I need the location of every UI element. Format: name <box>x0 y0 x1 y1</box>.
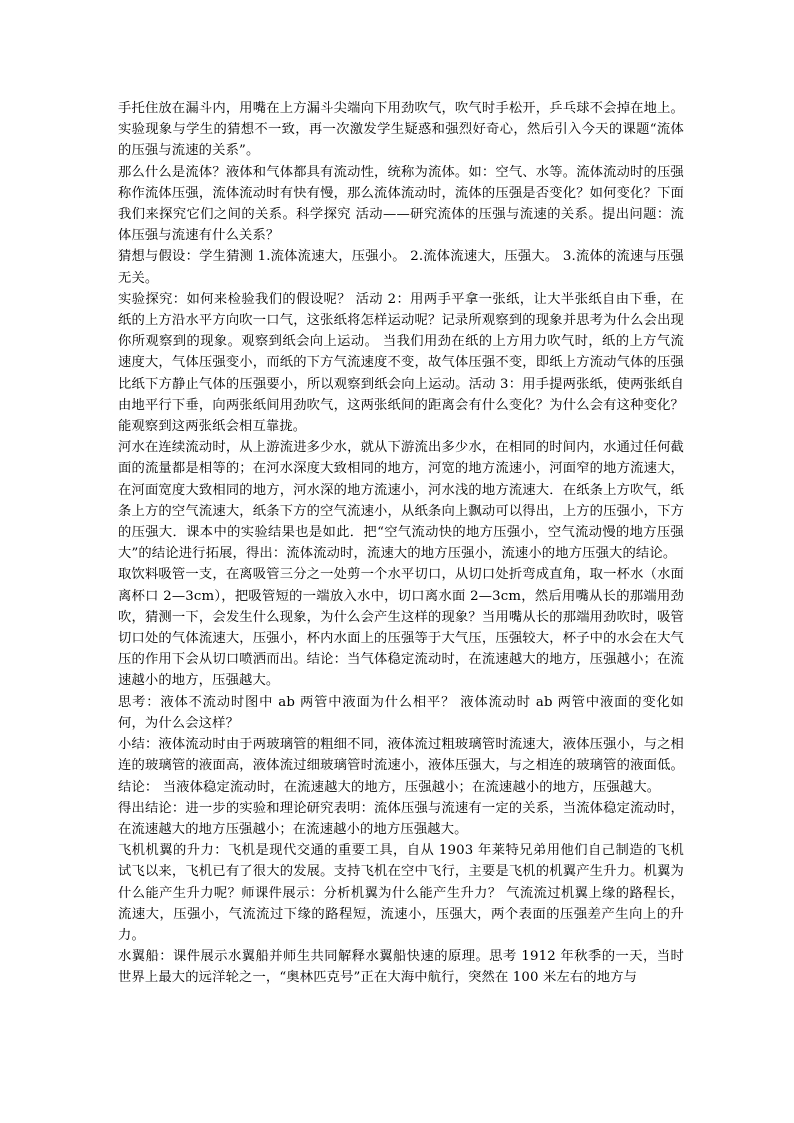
paragraph-summary: 小结：液体流动时由于两玻璃管的粗细不同，液体流过粗玻璃管时流速大，液体压强小，与之相连的玻璃管的液面高，液体流过细玻璃管时流速小，液体压强大，与之相连的玻璃管的液面低。结论： 当液体稳定流动时，在流速越大的地方，压强越小；在流速越小的地方，压强越大。 <box>118 737 684 795</box>
paragraph-experiment-paper: 实验探究：如何来检验我们的假设呢？ 活动 2：用两手平拿一张纸，让大半张纸自由下垂，在纸的上方沿水平方向吹一口气，这张纸将怎样运动呢？记录所观察到的现象并思考为什么会出现你所观察到的现象。观察到纸会向上运动。 当我们用劲在纸的上方用力吹气时，纸的上方气流速度大，气体压强变小，而纸的下方气流速度不变，故气体压强不变，即纸上方流动气体的压强比纸下方静止气体的压强要小，所以观察到纸会向上运动。活动 3：用手提两张纸，使两张纸自由地平行下垂，向两张纸间用劲吹气，这两张纸间的距离会有什么变化？为什么会有这种变化？能观察到这两张纸会相互靠拢。 <box>118 291 684 435</box>
paragraph-hypothesis: 猜想与假设：学生猜测 1.流体流速大，压强小。 2.流体流速大，压强大。 3.流体的流速与压强无关。 <box>118 249 684 286</box>
paragraph-straw-experiment: 取饮料吸管一支，在离吸管三分之一处剪一个水平切口，从切口处折弯成直角，取一杯水（水面离杯口 2—3cm），把吸管短的一端放入水中，切口离水面 2—3cm，然后用嘴从长的那端用劲吹，猜测一下，会发生什么现象，为什么会产生这样的现象？当用嘴从长的那端用劲吹时，吸管切口处的气体流速大，压强小，杯内水面上的压强等于大气压，压强较大，杯子中的水会在大气压的作用下会从切口喷洒而出。结论：当气体稳定流动时，在流速越大的地方，压强越小；在流速越小的地方，压强越大。 <box>118 567 684 689</box>
paragraph-conclusion: 得出结论：进一步的实验和理论研究表明：流体压强与流速有一定的关系，当流体稳定流动时，在流速越大的地方压强越小；在流速越小的地方压强越大。 <box>118 800 684 837</box>
document-page <box>118 98 684 989</box>
paragraph-funnel-experiment: 手托住放在漏斗内，用嘴在上方漏斗尖端向下用劲吹气，吹气时手松开，乒乓球不会掉在地上。实验现象与学生的猜想不一致，再一次激发学生疑惑和强烈好奇心，然后引入今天的课题“流体的压强与流速的关系”。 <box>118 101 684 159</box>
paragraph-hydrofoil: 水翼船：课件展示水翼船并师生共同解释水翼船快速的原理。思考 1912 年秋季的一天，当时世界上最大的远洋轮之一，“奥林匹克号”正在大海中航行，突然在 100 米左右的地方与 <box>118 949 684 986</box>
paragraph-what-is-fluid: 那么什么是流体？液体和气体都具有流动性，统称为流体。如：空气、水等。流体流动时的压强称作流体压强，流体流动时有快有慢，那么流体流动时，流体的压强是否变化？如何变化？下面我们来探究它们之间的关系。科学探究 活动——研究流体的压强与流速的关系。提出问题：流体压强与流速有什么关系？ <box>118 164 684 244</box>
paragraph-thinking-question: 思考：液体不流动时图中 ab 两管中液面为什么相平？ 液体流动时 ab 两管中液面的变化如何，为什么会这样？ <box>118 694 684 731</box>
paragraph-airplane-lift: 飞机机翼的升力：飞机是现代交通的重要工具，自从 1903 年莱特兄弟用他们自己制造的飞机试飞以来，飞机已有了很大的发展。支持飞机在空中飞行，主要是飞机的机翼产生升力。机翼为什么能产生升力呢？师课件展示：分析机翼为什么能产生升力？ 气流流过机翼上缘的路程长，流速大，压强小，气流流过下缘的路程短，流速小，压强大，两个表面的压强差产生向上的升力。 <box>118 843 684 943</box>
paragraph-river-flow: 河水在连续流动时，从上游流进多少水，就从下游流出多少水，在相同的时间内，水通过任何截面的流量都是相等的；在河水深度大致相同的地方，河宽的地方流速小，河面窄的地方流速大，在河面宽度大致相同的地方，河水深的地方流速小，河水浅的地方流速大．在纸条上方吹气，纸条上方的空气流速大，纸条下方的空气流速小，从纸条向上飘动可以得出，上方的压强小，下方的压强大．课本中的实验结果也是如此．把“空气流动快的地方压强小，空气流动慢的地方压强大”的结论进行拓展，得出：流体流动时，流速大的地方压强小，流速小的地方压强大的结论。 <box>118 440 684 562</box>
